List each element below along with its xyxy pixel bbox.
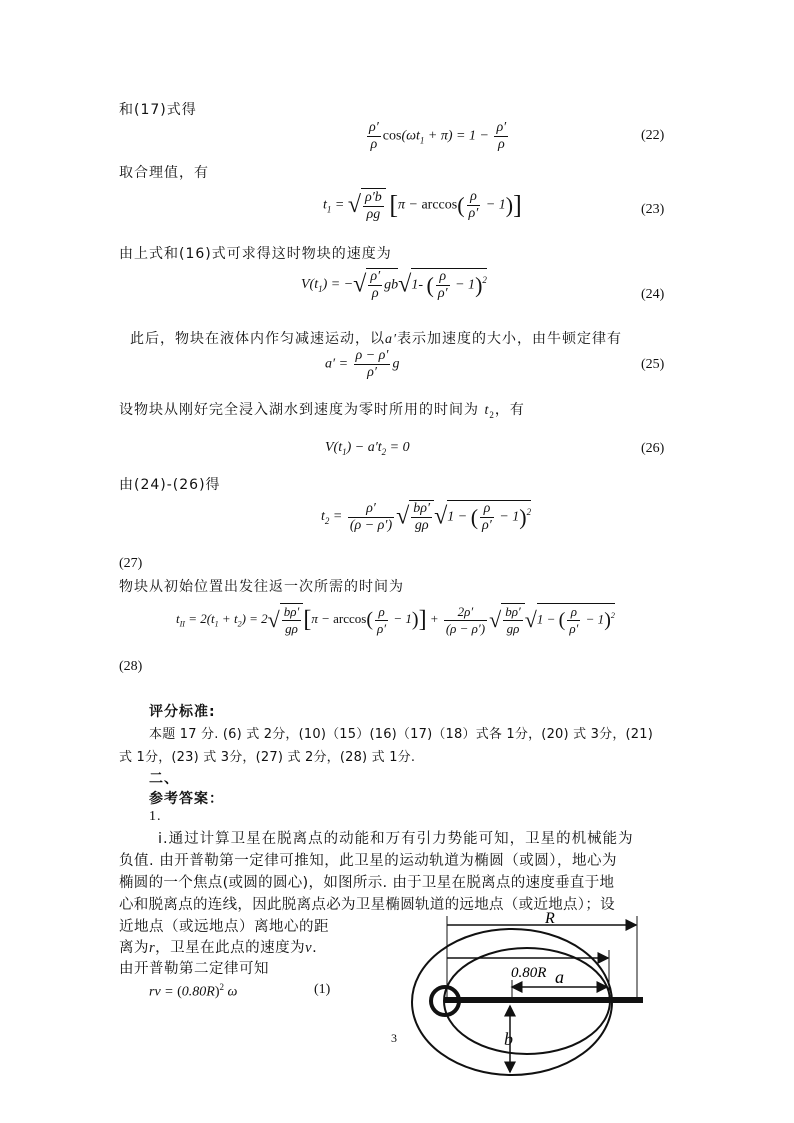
equation-number: (27) [119,556,143,571]
section-heading: 二、 [149,771,179,787]
text-line [119,399,525,420]
body-line: i.通过计算卫星在脱离点的动能和万有引力势能可知，卫星的机械能为 [158,831,634,847]
equation-27: $t_2$ = $\frac{\rho'}{(\rho - \rho')}$ √ $\frac{b\rho'}{g\rho}$ √1 − ( $\frac{\rho}{\rho'}$ − 1)$^2$ [321,500,532,533]
equation-26: $V(t_1) - a't_2 = 0$ [325,440,410,457]
math-variable: t [484,403,490,418]
body-line: 椭圆的一个焦点(或圆的圆心)，如图所示. 由于卫星在脱离点的速度垂直于地 [119,875,615,891]
text-line [130,328,622,348]
equation-24: $V(t_1)$ = −√ $\frac{\rho'}{\rho}$ gb√1- ( $\frac{\rho}{\rho'}$ − 1)$^2$ [301,269,487,301]
text-fragment: ，卫星在此点的速度为 [155,940,306,956]
equation-number: (26) [641,441,665,456]
text-line: 物块从初始位置出发往返一次所需的时间为 [119,579,404,595]
equation-number: (28) [119,659,143,674]
math-variable: a′ [385,332,398,347]
text-line: 取合理值，有 [119,165,209,181]
label-R: R [545,910,555,927]
text-line: 和(17)式得 [119,102,197,118]
text-fragment: 表示加速度的大小，由牛顿定律有 [397,331,623,347]
text-fragment: 设物块从刚好完全浸入湖水到速度为零时所用的时间为 [119,402,479,418]
equation-number: (23) [641,202,665,217]
body-line [119,936,317,957]
math-variable: v [305,940,313,956]
label-b: b [504,1029,513,1049]
label-080R: 0.80R [511,965,547,981]
scoring-line: 式 1分，(23) 式 3分，(27) 式 2分，(28) 式 1分. [119,750,416,765]
equation-number: (1) [314,982,331,997]
label-a: a [555,967,564,987]
equation-number: (24) [641,287,665,302]
equation-28: $t_{II} = 2(t_1 + t_2) = 2√$ $\frac{b\rho'}{g\rho}$ [π − arccos( $\frac{\rho}{\rho'}$ − 1)] + $\frac{2\rho'}{(\rho - \rho')}$ √ $\frac{b\rho'}{g\rho}$ √1 − ( $\frac{\rho}{\rho'}$ − 1)$^2$ [176,603,615,636]
scoring-line: 本题 17 分. (6) 式 2分，(10)（15）(16)（17)（18）式各 1分，(20) 式 3分，(21) [149,727,654,742]
body-line: 心和脱离点的连线，因此脱离点必为卫星椭圆轨道的远地点（或近地点）；设 [119,897,615,913]
math-variable: r [149,940,156,956]
equation-25: a′ = $\frac{\rho - \rho'}{\rho'}$ g [325,348,400,380]
equation-number: (22) [641,128,665,143]
answer-heading: 参考答案： [149,791,224,807]
body-line: 负值. 由开普勒第一定律可推知，此卫星的运动轨道为椭圆（或圆），地心为 [119,853,617,869]
text-line: 由(24)-(26)得 [119,477,221,493]
body-line: 近地点（或远地点）离地心的距 [119,919,329,935]
text-fragment: 离为 [119,940,149,956]
page-number: 3 [391,1031,397,1045]
equation-22: $\frac{\rho'}{\rho}$ $\cos(\omega t_1 + \pi) = 1$ − $\frac{\rho'}{\rho}$ [369,120,507,152]
text-fragment: ，有 [494,402,525,418]
scoring-heading: 评分标准: [149,704,216,720]
equation-23: $t_1$ = √ $\frac{\rho'b}{\rho g}$ [π − arccos( $\frac{\rho}{\rho'}$ − 1)] [323,189,522,222]
orbit-diagram [400,900,660,1100]
text-fragment: 此后，物块在液体内作匀减速运动，以 [130,331,385,347]
text-line: 由上式和(16)式可求得这时物块的速度为 [119,246,392,262]
text-fragment: . [312,940,318,956]
item-number: 1. [149,809,162,824]
math-subscript: 2 [489,409,495,420]
equation-1: rv = $(0.80R)^2$ ω [149,982,238,1000]
equation-number: (25) [641,357,665,372]
body-line: 由开普勒第二定律可知 [119,961,269,977]
